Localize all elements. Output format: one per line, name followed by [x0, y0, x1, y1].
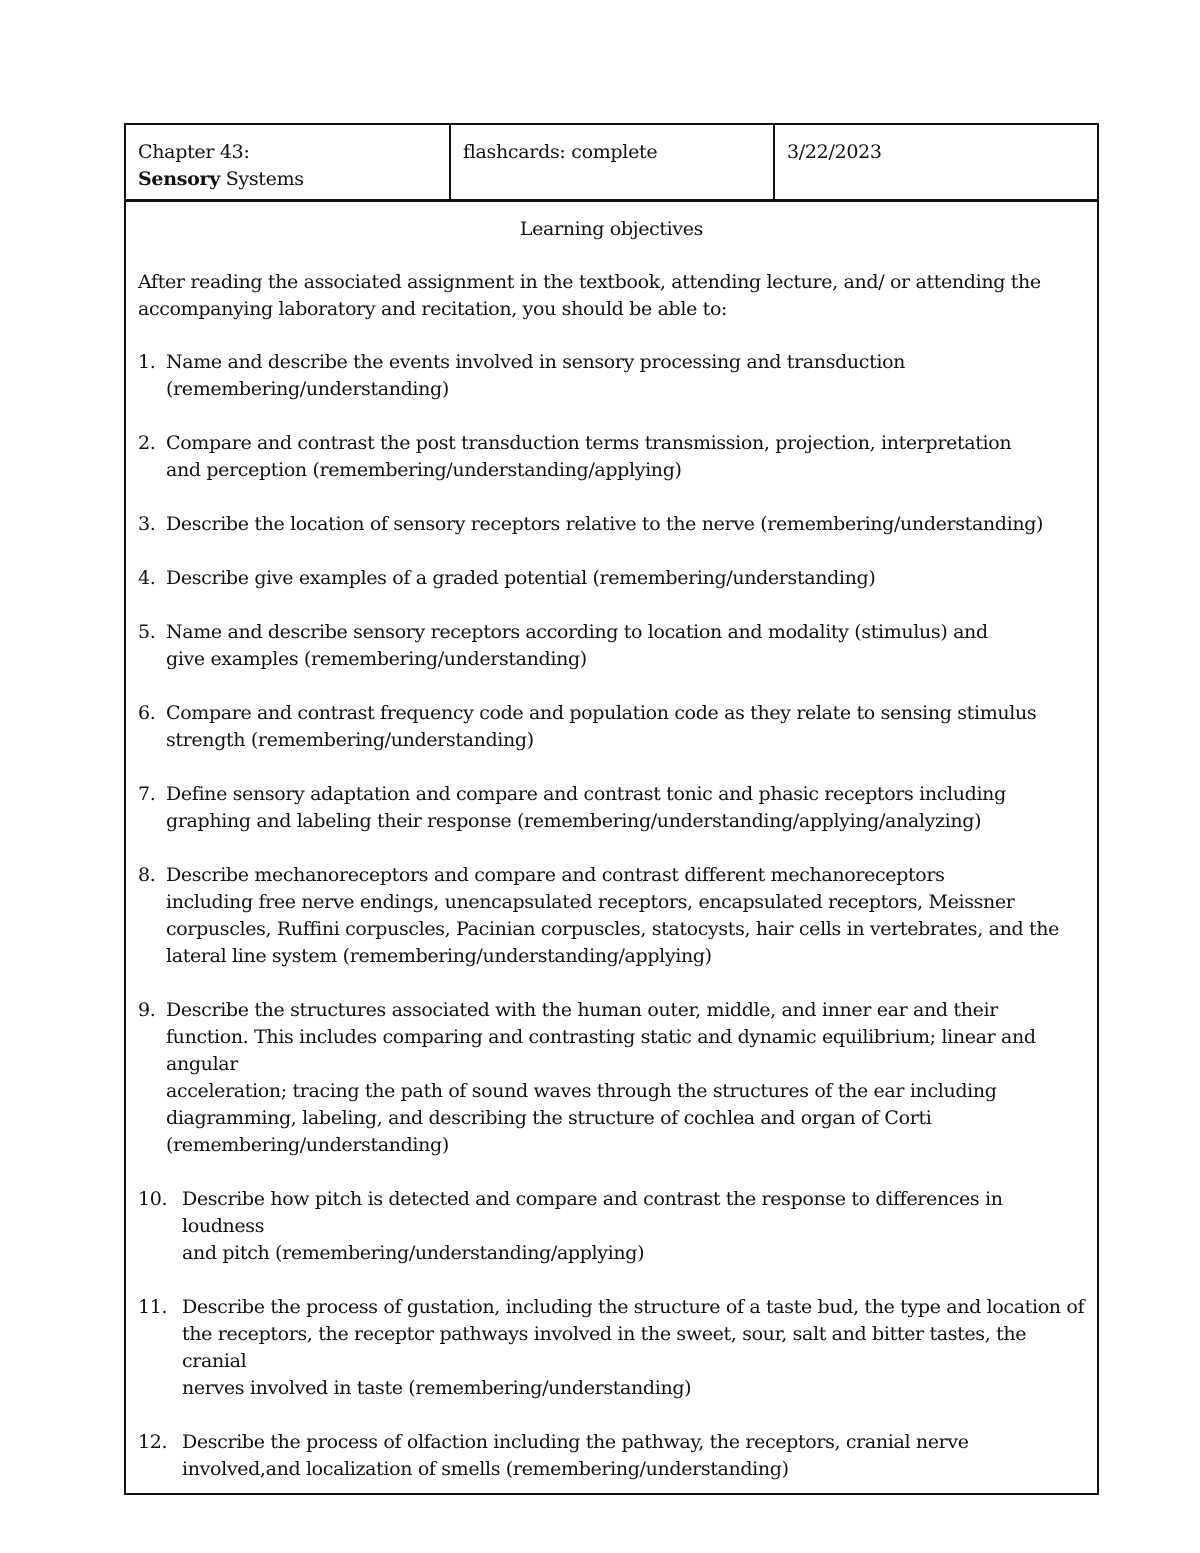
objective-item	[138, 430, 1085, 484]
flashcards-status: flashcards: complete	[463, 141, 658, 163]
objective-number: 11.	[138, 1296, 168, 1318]
objective-item	[138, 862, 1085, 970]
chapter-title	[138, 166, 437, 193]
intro-paragraph: After reading the associated assignment in the textbook, attending lecture, and/ or attending the accompanying laboratory and recitation, you should be able to:	[138, 271, 1041, 320]
objective-text: Describe the process of olfaction including the pathway, the receptors, cranial nerve involved,and localization of smells (remembering/understanding)	[182, 1431, 969, 1480]
objective-text: Describe the location of sensory receptors relative to the nerve (remembering/understanding)	[166, 513, 1044, 535]
objective-item	[138, 1186, 1085, 1267]
objective-text: Define sensory adaptation and compare and contrast tonic and phasic receptors including graphing and labeling their response (remembering/understanding/applying/analyzing)	[166, 783, 1006, 832]
objective-text: Describe the process of gustation, including the structure of a taste bud, the type and location of the receptors, the receptor pathways involved in the sweet, sour, salt and bitter tastes, the cranial nerves involved in taste (remembering/understanding)	[182, 1296, 1085, 1399]
objective-text: Describe mechanoreceptors and compare and contrast different mechanoreceptors including free nerve endings, unencapsulated receptors, encapsulated receptors, Meissner corpuscles, Ruffini corpuscles, Pacinian corpuscles, statocysts, hair cells in vertebrates, and the lateral line system (remembering/understanding/applying)	[166, 864, 1060, 967]
date-cell	[775, 125, 1097, 199]
objective-item	[138, 700, 1085, 754]
objective-text: Compare and contrast the post transduction terms transmission, projection, interpretation and perception (remembering/understanding/applying)	[166, 432, 1012, 481]
section-heading: Learning objectives	[519, 218, 704, 240]
objective-text: Describe give examples of a graded potential (remembering/understanding)	[166, 567, 876, 589]
objective-text: Name and describe sensory receptors according to location and modality (stimulus) and give examples (remembering/understanding)	[166, 621, 988, 670]
chapter-cell	[126, 125, 451, 199]
objective-number: 4.	[138, 567, 156, 589]
objective-number: 7.	[138, 783, 156, 805]
learning-objectives-table	[124, 123, 1099, 1495]
objective-number: 1.	[138, 351, 156, 373]
objective-text: Name and describe the events involved in sensory processing and transduction (remembering/understanding)	[166, 351, 906, 400]
objective-item	[138, 1429, 1085, 1483]
chapter-title-bold: Sensory	[138, 168, 220, 190]
chapter-title-rest: Systems	[219, 168, 304, 190]
objective-number: 8.	[138, 864, 156, 886]
header-row	[126, 125, 1097, 202]
objective-item	[138, 349, 1085, 403]
objective-number: 10.	[138, 1188, 168, 1210]
objective-text: Describe how pitch is detected and compare and contrast the response to differences in loudness and pitch (remembering/understanding/applying)	[182, 1188, 1003, 1264]
chapter-label: Chapter 43:	[138, 141, 250, 163]
objective-number: 2.	[138, 432, 156, 454]
objective-item	[138, 997, 1085, 1159]
objective-text: Compare and contrast frequency code and population code as they relate to sensing stimulus strength (remembering/understanding)	[166, 702, 1037, 751]
objective-item	[138, 565, 1085, 592]
objective-number: 9.	[138, 999, 156, 1021]
objectives-list	[138, 349, 1085, 1483]
objective-number: 12.	[138, 1431, 168, 1453]
date-text: 3/22/2023	[787, 141, 882, 163]
status-cell	[451, 125, 775, 199]
objective-item	[138, 1294, 1085, 1402]
objective-number: 5.	[138, 621, 156, 643]
objective-item	[138, 511, 1085, 538]
objective-number: 6.	[138, 702, 156, 724]
objective-item	[138, 619, 1085, 673]
objective-item	[138, 781, 1085, 835]
objectives-cell	[126, 202, 1097, 1493]
objective-text: Describe the structures associated with the human outer, middle, and inner ear and their function. This includes comparing and contrasting static and dynamic equilibrium; linear and angular acceleration; tracing the path of sound waves through the structures of the ear including diagramming, labeling, and describing the structure of cochlea and organ of Corti (remembering/understanding)	[166, 999, 1036, 1156]
objective-number: 3.	[138, 513, 156, 535]
